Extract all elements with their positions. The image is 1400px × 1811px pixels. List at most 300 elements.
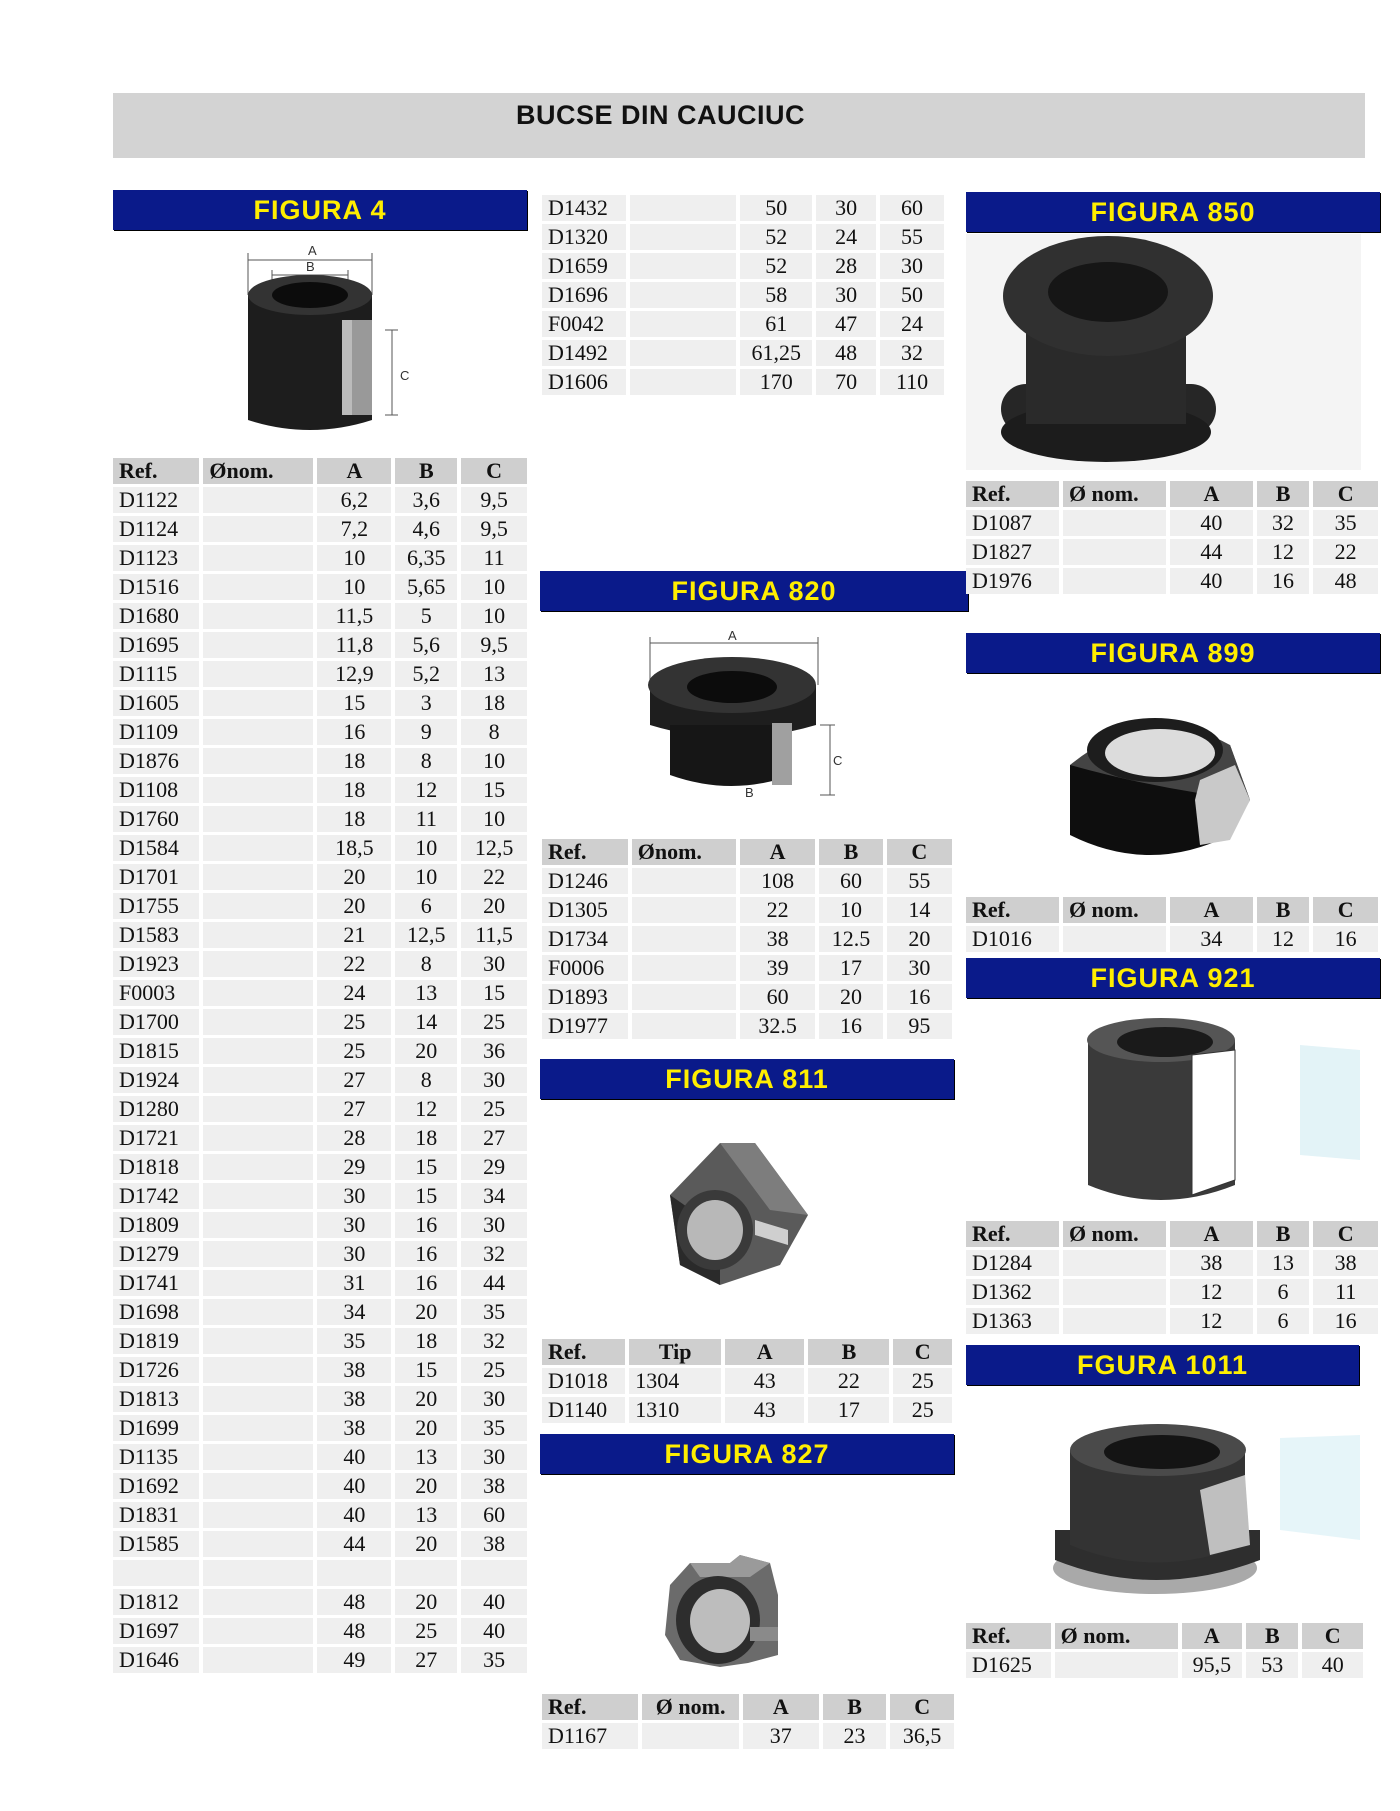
cell-ref: D1659 [542,253,626,279]
cell-a: 18 [317,806,391,832]
table-header-row [966,1221,1378,1247]
cell-onom [1063,539,1166,565]
cell-onom [632,984,736,1010]
cell-ref: D1167 [542,1723,638,1749]
table-row [113,806,527,832]
cell-b: 12,5 [395,922,457,948]
cell-b: 16 [819,1013,882,1039]
cell-ref: D1831 [113,1502,199,1528]
cell-a: 43 [725,1368,804,1394]
cell-b: 16 [395,1212,457,1238]
cell-ref: D1284 [966,1250,1059,1276]
cell-a: 40 [317,1502,391,1528]
table-row [113,719,527,745]
cell-a: 21 [317,922,391,948]
cell-c: 32 [461,1328,527,1354]
cell-a [317,1560,391,1586]
cell-c: 32 [461,1241,527,1267]
cell-b: 6,35 [395,545,457,571]
figura-811-header: FIGURA 811 [540,1059,954,1099]
cell-ref: D1692 [113,1473,199,1499]
cell-ref [113,1560,199,1586]
col-ref: Ref. [966,481,1059,507]
cell-onom [203,922,313,948]
cell-onom [203,1270,313,1296]
col-onom: Ø nom. [1063,481,1166,507]
cell-c: 18 [461,690,527,716]
table-row [113,1096,527,1122]
table-row [113,1589,527,1615]
cell-onom [203,719,313,745]
cell-onom [203,1183,313,1209]
cell-c: 11 [1313,1279,1378,1305]
cell-b: 22 [808,1368,889,1394]
cell-a: 11,8 [317,632,391,658]
cell-a: 39 [740,955,816,981]
cell-b: 47 [816,311,876,337]
cell-c: 9,5 [461,516,527,542]
table-row [113,1067,527,1093]
figura-827-table [538,1691,958,1752]
col-c: C [461,458,527,484]
cell-c: 10 [461,806,527,832]
col-ref: Ref. [966,897,1059,923]
dim-label-b: B [306,259,315,274]
cell-b: 20 [395,1038,457,1064]
col-b: B [1257,481,1310,507]
col-ref: Ref. [966,1221,1059,1247]
cell-onom [632,868,736,894]
table-row [113,1212,527,1238]
cell-b: 28 [816,253,876,279]
cell-ref: D1585 [113,1531,199,1557]
cell-c: 55 [887,868,952,894]
table-row [113,545,527,571]
cell-onom [630,369,736,395]
table-row [542,955,952,981]
table-row [966,568,1378,594]
col-b: B [395,458,457,484]
cell-a: 40 [1170,568,1253,594]
table-row [966,926,1378,952]
cell-onom [203,487,313,513]
table-row [113,951,527,977]
cell-a: 12,9 [317,661,391,687]
cell-b: 5,6 [395,632,457,658]
col-c: C [887,839,952,865]
col-onom: Ønom. [632,839,736,865]
cell-onom [1063,1279,1166,1305]
table-row [966,1250,1378,1276]
cell-c: 11 [461,545,527,571]
figura-811-bushing-drawing [660,1135,820,1295]
cell-b: 16 [1257,568,1310,594]
cell-a: 7,2 [317,516,391,542]
cell-c: 16 [887,984,952,1010]
cell-b: 16 [395,1241,457,1267]
cell-onom [203,1067,313,1093]
col-b: B [1257,897,1310,923]
table-row [542,253,944,279]
table-row [113,1560,527,1586]
cell-ref: D1140 [542,1397,625,1423]
cell-c: 20 [887,926,952,952]
col-onom: Ø nom. [1063,1221,1166,1247]
cell-c: 20 [461,893,527,919]
cell-ref: D1246 [542,868,628,894]
cell-c: 30 [461,1212,527,1238]
figura-921-table [962,1218,1382,1337]
figura-850-header: FIGURA 850 [966,192,1380,232]
cell-c: 44 [461,1270,527,1296]
figura-4-table [109,455,531,1676]
cell-a: 18 [317,777,391,803]
table-row [542,340,944,366]
cell-c: 95 [887,1013,952,1039]
cell-onom [630,311,736,337]
cell-a: 48 [317,1618,391,1644]
cell-b: 5,2 [395,661,457,687]
cell-c: 110 [880,369,944,395]
dim-label-b: B [745,785,754,800]
cell-a: 49 [317,1647,391,1673]
cell-onom [1063,510,1166,536]
table-header-row [966,1623,1363,1649]
cell-b: 14 [395,1009,457,1035]
table-row [113,1415,527,1441]
col-ref: Ref. [966,1623,1051,1649]
cell-c: 27 [461,1125,527,1151]
table-row [113,1183,527,1209]
table-row [113,777,527,803]
cell-ref: D1755 [113,893,199,919]
col-c: C [893,1339,952,1365]
cell-onom [630,195,736,221]
cell-b: 12 [395,777,457,803]
cell-onom [203,690,313,716]
cell-ref: D1280 [113,1096,199,1122]
cell-b: 18 [395,1328,457,1354]
cell-c: 15 [461,777,527,803]
cell-onom [203,806,313,832]
cell-c: 38 [461,1473,527,1499]
cell-ref: D1726 [113,1357,199,1383]
cell-a: 50 [740,195,812,221]
table-row [113,487,527,513]
cell-ref: D1123 [113,545,199,571]
cell-b: 3 [395,690,457,716]
cell-a: 44 [317,1531,391,1557]
cell-onom [203,1009,313,1035]
cell-b [395,1560,457,1586]
cell-onom [630,282,736,308]
cell-c: 13 [461,661,527,687]
col-tip: Tip [629,1339,721,1365]
cell-onom [632,955,736,981]
col-a: A [1170,897,1253,923]
cell-c: 35 [1313,510,1378,536]
cell-b: 30 [816,282,876,308]
cell-a: 44 [1170,539,1253,565]
cell-ref: D1279 [113,1241,199,1267]
cell-c: 60 [880,195,944,221]
cell-c: 30 [461,1067,527,1093]
table-row [113,748,527,774]
cell-a: 10 [317,545,391,571]
cell-ref: D1812 [113,1589,199,1615]
cell-b: 23 [823,1723,887,1749]
cell-a: 52 [740,224,812,250]
table-row [542,282,944,308]
col-c: C [1313,481,1378,507]
cell-ref: D1813 [113,1386,199,1412]
col-onom: Ø nom. [1063,897,1166,923]
cell-ref: D1122 [113,487,199,513]
cell-ref: D1893 [542,984,628,1010]
cell-ref: D1646 [113,1647,199,1673]
cell-onom [203,1502,313,1528]
cell-b: 13 [395,980,457,1006]
cell-a: 61,25 [740,340,812,366]
cell-onom [632,897,736,923]
table-row [113,922,527,948]
table-row [113,632,527,658]
cell-c: 38 [461,1531,527,1557]
cell-c: 22 [1313,539,1378,565]
cell-b: 12 [1257,539,1310,565]
cell-onom [203,1096,313,1122]
cell-onom [203,835,313,861]
cell-onom [203,951,313,977]
cell-c: 36 [461,1038,527,1064]
col-onom: Ø nom. [642,1694,738,1720]
cell-b: 25 [395,1618,457,1644]
cell-ref: D1516 [113,574,199,600]
cell-b: 13 [395,1444,457,1470]
cell-c: 9,5 [461,632,527,658]
col-c: C [1313,1221,1378,1247]
cell-ref: F0003 [113,980,199,1006]
cell-ref: D1018 [542,1368,625,1394]
table-row [113,980,527,1006]
cell-b: 4,6 [395,516,457,542]
cell-c: 16 [1313,926,1378,952]
cell-ref: D1697 [113,1618,199,1644]
cell-b: 8 [395,951,457,977]
cell-ref: D1320 [542,224,626,250]
cell-onom [203,1212,313,1238]
cell-ref: D1432 [542,195,626,221]
cell-c: 25 [461,1357,527,1383]
figura-4-header: FIGURA 4 [113,190,527,230]
table-row [113,1647,527,1673]
cell-ref: F0042 [542,311,626,337]
cell-onom [630,224,736,250]
cell-onom [203,864,313,890]
cell-ref: D1108 [113,777,199,803]
cell-a: 60 [740,984,816,1010]
cell-c: 25 [893,1397,952,1423]
cell-c: 36,5 [890,1723,954,1749]
cell-onom [203,545,313,571]
cell-c: 35 [461,1415,527,1441]
cell-b: 9 [395,719,457,745]
cell-ref: D1124 [113,516,199,542]
cell-c: 10 [461,748,527,774]
cell-a: 108 [740,868,816,894]
table-row [966,510,1378,536]
table-row [966,1308,1378,1334]
cell-onom [203,1618,313,1644]
cell-a: 35 [317,1328,391,1354]
cell-a: 34 [317,1299,391,1325]
cell-c: 35 [461,1647,527,1673]
col-ref: Ref. [542,1339,625,1365]
cell-a: 22 [317,951,391,977]
table-row [113,574,527,600]
cell-ref: D1976 [966,568,1059,594]
cell-onom [203,1531,313,1557]
cell-b: 53 [1246,1652,1298,1678]
cell-a: 40 [1170,510,1253,536]
cell-a: 38 [1170,1250,1253,1276]
cell-ref: D1923 [113,951,199,977]
cell-ref: D1698 [113,1299,199,1325]
table-row [113,1386,527,1412]
cell-onom [203,748,313,774]
cell-a: 32.5 [740,1013,816,1039]
table-row [113,1473,527,1499]
cell-b: 27 [395,1647,457,1673]
cell-a: 58 [740,282,812,308]
cell-onom [203,1125,313,1151]
figura-899-header: FIGURA 899 [966,633,1380,673]
cell-a: 15 [317,690,391,716]
cell-b: 20 [819,984,882,1010]
cell-c: 15 [461,980,527,1006]
cell-b: 8 [395,1067,457,1093]
cell-a: 95,5 [1182,1652,1242,1678]
table-row [542,311,944,337]
cell-onom [203,1154,313,1180]
cell-c: 48 [1313,568,1378,594]
cell-a: 43 [725,1397,804,1423]
table-row [113,1241,527,1267]
cell-a: 37 [743,1723,819,1749]
cell-ref: D1721 [113,1125,199,1151]
cell-c: 40 [1302,1652,1363,1678]
cell-c: 25 [461,1096,527,1122]
table-header-row [966,897,1378,923]
cell-b: 20 [395,1386,457,1412]
cell-b: 5,65 [395,574,457,600]
page-title: BUCSE DIN CAUCIUC [516,100,806,130]
figura-820-header: FIGURA 820 [540,571,968,611]
cell-c: 12,5 [461,835,527,861]
col-b: B [823,1694,887,1720]
cell-b: 20 [395,1299,457,1325]
cell-onom [1063,1308,1166,1334]
table-row [113,1154,527,1180]
col-c: C [890,1694,954,1720]
table-row [542,1013,952,1039]
cell-a: 30 [317,1183,391,1209]
cell-b: 32 [1257,510,1310,536]
cell-c: 8 [461,719,527,745]
cell-b: 10 [395,864,457,890]
cell-ref: D1584 [113,835,199,861]
cell-b: 13 [1257,1250,1310,1276]
col-b: B [1246,1623,1298,1649]
cell-b: 60 [819,868,882,894]
cell-a: 12 [1170,1279,1253,1305]
cell-c: 11,5 [461,922,527,948]
cell-c: 40 [461,1618,527,1644]
cell-ref: D1625 [966,1652,1051,1678]
cell-a: 52 [740,253,812,279]
cell-ref: D1876 [113,748,199,774]
table-row [113,864,527,890]
cell-a: 25 [317,1009,391,1035]
cell-onom [203,1560,313,1586]
cell-onom [203,516,313,542]
cell-onom [203,893,313,919]
cell-onom [203,1328,313,1354]
cell-onom [203,1415,313,1441]
cell-ref: D1819 [113,1328,199,1354]
page-title-bar [113,93,1365,158]
figura-820-bushing-drawing [640,625,850,805]
table-row [113,603,527,629]
cell-a: 20 [317,864,391,890]
cell-c: 30 [880,253,944,279]
table-row [113,835,527,861]
table-header-row [966,481,1378,507]
col-b: B [1257,1221,1310,1247]
table-row [113,1502,527,1528]
cell-onom [1063,926,1166,952]
cell-onom [203,1386,313,1412]
cell-b: 15 [395,1183,457,1209]
cell-c: 55 [880,224,944,250]
cell-c: 30 [461,951,527,977]
cell-a: 27 [317,1096,391,1122]
cell-c: 22 [461,864,527,890]
cell-onom [1055,1652,1178,1678]
cell-onom [642,1723,738,1749]
figura-4-continued-table [538,192,948,398]
cell-ref: D1115 [113,661,199,687]
cell-b: 30 [816,195,876,221]
cell-onom [203,632,313,658]
col-ref: Ref. [113,458,199,484]
cell-a: 38 [317,1357,391,1383]
col-a: A [1170,1221,1253,1247]
cell-b: 17 [808,1397,889,1423]
cell-onom [203,661,313,687]
table-row [542,195,944,221]
cell-a: 25 [317,1038,391,1064]
cell-a: 170 [740,369,812,395]
cell-onom [203,1589,313,1615]
cell-c: 16 [1313,1308,1378,1334]
cell-onom [203,1038,313,1064]
dim-label-c: C [833,753,843,768]
cell-onom [630,253,736,279]
table-row [966,539,1378,565]
cell-onom [203,1647,313,1673]
table-row [542,926,952,952]
